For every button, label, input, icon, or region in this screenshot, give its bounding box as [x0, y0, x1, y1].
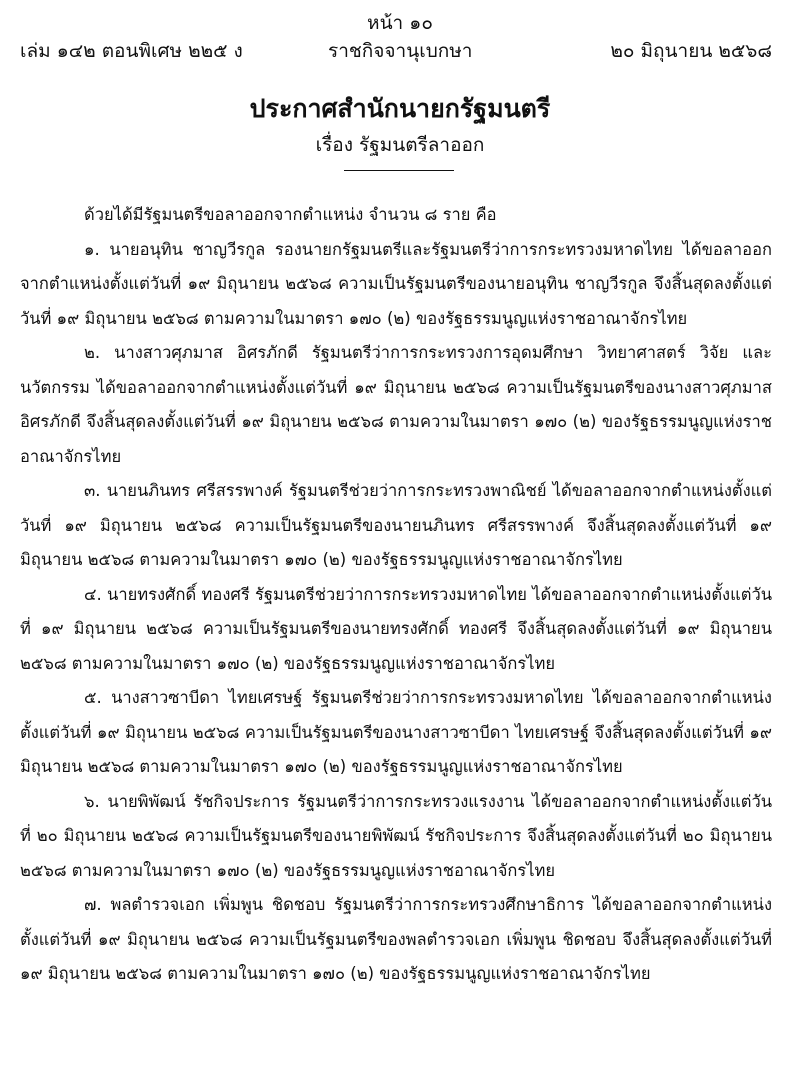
volume-issue: เล่ม ๑๔๒ ตอนพิเศษ ๒๒๕ ง — [20, 40, 243, 62]
list-item: ๗. พลตำรวจเอก เพิ่มพูน ชิดชอบ รัฐมนตรีว่าการกระทรวงศึกษาธิการ ได้ขอลาออกจากตำแหน่งตั้งแต่วันที่ ๑๙ มิถุนายน ๒๕๖๘ ความเป็นรัฐมนตรีของพลตำรวจเอก เพิ่มพูน ชิดชอบ จึงสิ้นสุดลงตั้งแต่วันที่ ๑๙ มิถุนายน ๒๕๖๘ ตามความในมาตรา ๑๗๐ (๒) ของรัฐธรรมนูญแห่งราชอาณาจักรไทย — [20, 895, 772, 983]
announcement-body — [20, 198, 772, 992]
title-divider — [344, 170, 454, 171]
list-item: ๒. นางสาวศุภมาส อิศรภักดี รัฐมนตรีว่าการกระทรวงการอุดมศึกษา วิทยาศาสตร์ วิจัย และนวัตกรรม ได้ขอลาออกจากตำแหน่งตั้งแต่วันที่ ๑๙ มิถุนายน ๒๕๖๘ ความเป็นรัฐมนตรีของนางสาวศุภมาส อิศรภักดี จึงสิ้นสุดลงตั้งแต่วันที่ ๑๙ มิถุนายน ๒๕๖๘ ตามความในมาตรา ๑๗๐ (๒) ของรัฐธรรมนูญแห่งราชอาณาจักรไทย — [20, 343, 772, 466]
list-item: ๓. นายนภินทร ศรีสรรพางค์ รัฐมนตรีช่วยว่าการกระทรวงพาณิชย์ ได้ขอลาออกจากตำแหน่งตั้งแต่วันที่ ๑๙ มิถุนายน ๒๕๖๘ ความเป็นรัฐมนตรีของนายนภินทร ศรีสรรพางค์ จึงสิ้นสุดลงตั้งแต่วันที่ ๑๙ มิถุนายน ๒๕๖๘ ตามความในมาตรา ๑๗๐ (๒) ของรัฐธรรมนูญแห่งราชอาณาจักรไทย — [20, 481, 772, 569]
page-number: หน้า ๑๐ — [367, 12, 433, 34]
intro-paragraph: ด้วยได้มีรัฐมนตรีขอลาออกจากตำแหน่ง จำนวน ๘ ราย คือ — [84, 205, 497, 224]
publication-date: ๒๐ มิถุนายน ๒๕๖๘ — [610, 40, 772, 62]
list-item: ๔. นายทรงศักดิ์ ทองศรี รัฐมนตรีช่วยว่าการกระทรวงมหาดไทย ได้ขอลาออกจากตำแหน่งตั้งแต่วันที่ ๑๙ มิถุนายน ๒๕๖๘ ความเป็นรัฐมนตรีของนายทรงศักดิ์ ทองศรี จึงสิ้นสุดลงตั้งแต่วันที่ ๑๙ มิถุนายน ๒๕๖๘ ตามความในมาตรา ๑๗๐ (๒) ของรัฐธรรมนูญแห่งราชอาณาจักรไทย — [20, 584, 772, 673]
list-item: ๑. นายอนุทิน ชาญวีรกูล รองนายกรัฐมนตรีและรัฐมนตรีว่าการกระทรวงมหาดไทย ได้ขอลาออกจากตำแหน่งตั้งแต่วันที่ ๑๙ มิถุนายน ๒๕๖๘ ความเป็นรัฐมนตรีของนายอนุทิน ชาญวีรกูล จึงสิ้นสุดลงตั้งแต่วันที่ ๑๙ มิถุนายน ๒๕๖๘ ตามความในมาตรา ๑๗๐ (๒) ของรัฐธรรมนูญแห่งราชอาณาจักรไทย — [20, 239, 772, 328]
announcement-subject: เรื่อง รัฐมนตรีลาออก — [315, 134, 485, 156]
gazette-name: ราชกิจจานุเบกษา — [328, 40, 473, 62]
list-item: ๖. นายพิพัฒน์ รัชกิจประการ รัฐมนตรีว่าการกระทรวงแรงงาน ได้ขอลาออกจากตำแหน่งตั้งแต่วันที่ ๒๐ มิถุนายน ๒๕๖๘ ความเป็นรัฐมนตรีของนายพิพัฒน์ รัชกิจประการ จึงสิ้นสุดลงตั้งแต่วันที่ ๒๐ มิถุนายน ๒๕๖๘ ตามความในมาตรา ๑๗๐ (๒) ของรัฐธรรมนูญแห่งราชอาณาจักรไทย — [20, 791, 772, 880]
announcement-title: ประกาศสำนักนายกรัฐมนตรี — [249, 94, 551, 123]
list-item: ๕. นางสาวซาบีดา ไทยเศรษฐ์ รัฐมนตรีช่วยว่าการกระทรวงมหาดไทย ได้ขอลาออกจากตำแหน่งตั้งแต่วันที่ ๑๙ มิถุนายน ๒๕๖๘ ความเป็นรัฐมนตรีของนางสาวซาบีดา ไทยเศรษฐ์ จึงสิ้นสุดลงตั้งแต่วันที่ ๑๙ มิถุนายน ๒๕๖๘ ตามความในมาตรา ๑๗๐ (๒) ของรัฐธรรมนูญแห่งราชอาณาจักรไทย — [20, 688, 772, 776]
